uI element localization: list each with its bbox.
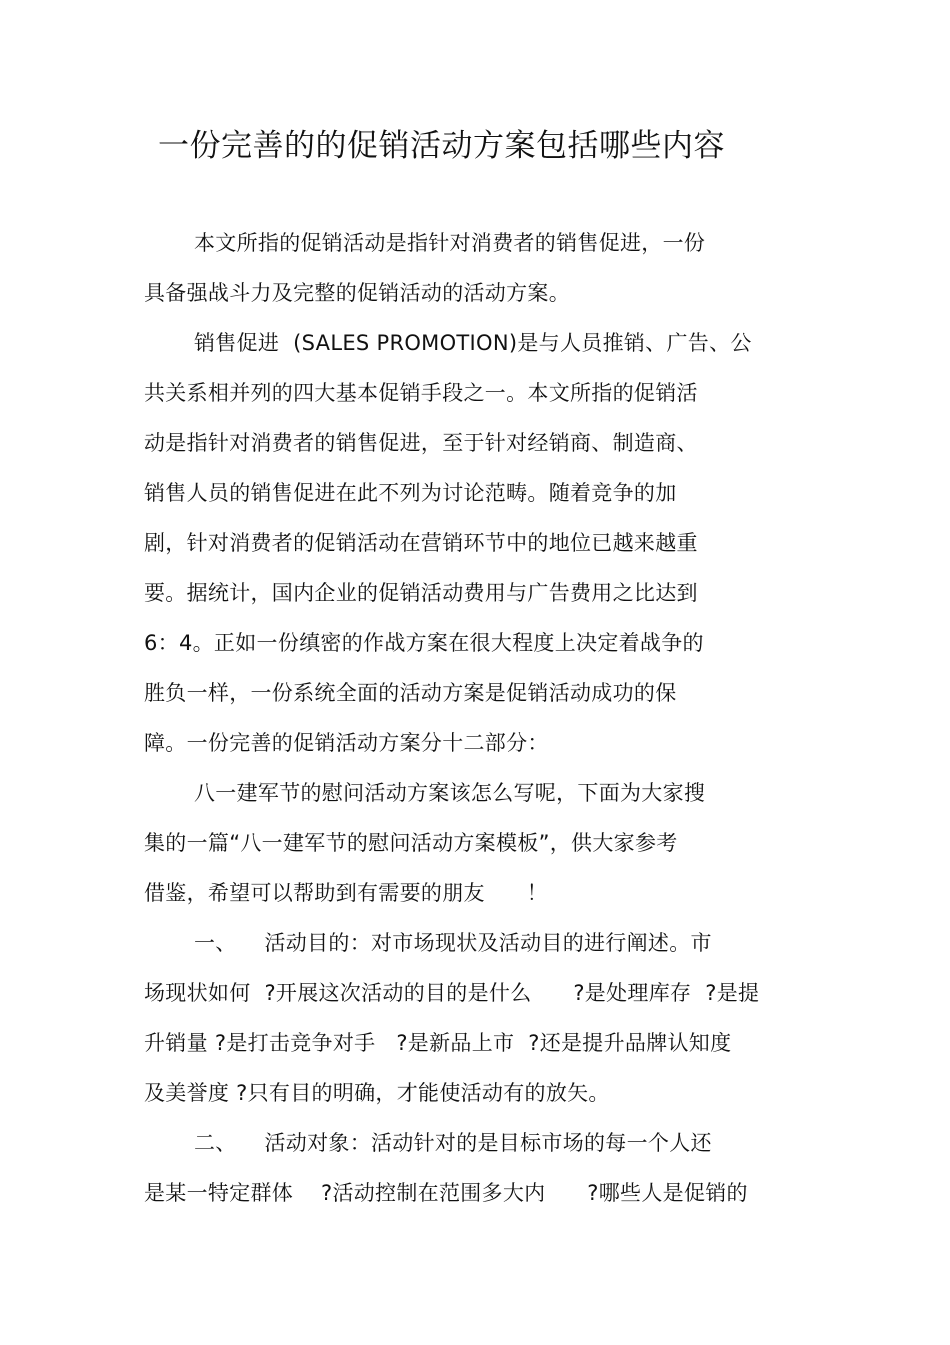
paragraph-line: 是某一特定群体 ?活动控制在范围多大内 ?哪些人是促销的: [144, 1181, 748, 1205]
paragraph-line: 6：4。正如一份缜密的作战方案在很大程度上决定着战争的: [144, 631, 704, 655]
paragraph-line: 剧，针对消费者的促销活动在营销环节中的地位已越来越重: [144, 531, 698, 555]
paragraph-line: 本文所指的促销活动是指针对消费者的销售促进，一份: [194, 231, 706, 255]
paragraph-line: 具备强战斗力及完整的促销活动的活动方案。: [144, 281, 570, 305]
paragraph-line: 动是指针对消费者的销售促进，至于针对经销商、制造商、: [144, 431, 698, 455]
paragraph-line: 共关系相并列的四大基本促销手段之一。本文所指的促销活: [144, 381, 698, 405]
paragraph-line: 借鉴，希望可以帮助到有需要的朋友 ！: [144, 881, 548, 905]
paragraph-line: 升销量 ?是打击竞争对手 ?是新品上市 ?还是提升品牌认知度: [144, 1031, 732, 1055]
paragraph-line: 及美誉度 ?只有目的明确，才能使活动有的放矢。: [144, 1081, 610, 1105]
paragraph-line: 集的一篇“八一建军节的慰问活动方案模板”，供大家参考: [144, 831, 678, 855]
paragraph-line: 场现状如何 ?开展这次活动的目的是什么 ?是处理库存 ?是提: [144, 981, 760, 1005]
document-title: 一份完善的的促销活动方案包括哪些内容: [158, 128, 725, 164]
paragraph-line: 要。据统计，国内企业的促销活动费用与广告费用之比达到: [144, 581, 698, 605]
paragraph-line: 八一建军节的慰问活动方案该怎么写呢，下面为大家搜: [194, 781, 706, 805]
paragraph-line: 销售人员的销售促进在此不列为讨论范畴。随着竞争的加: [144, 481, 677, 505]
paragraph-line: 一、 活动目的：对市场现状及活动目的进行阐述。市: [194, 931, 712, 955]
paragraph-line: 胜负一样，一份系统全面的活动方案是促销活动成功的保: [144, 681, 677, 705]
paragraph-line: 二、 活动对象：活动针对的是目标市场的每一个人还: [194, 1131, 712, 1155]
paragraph-line: 障。一份完善的促销活动方案分十二部分：: [144, 731, 549, 755]
paragraph-line: 销售促进 (SALES PROMOTION)是与人员推销、广告、公: [194, 331, 752, 355]
